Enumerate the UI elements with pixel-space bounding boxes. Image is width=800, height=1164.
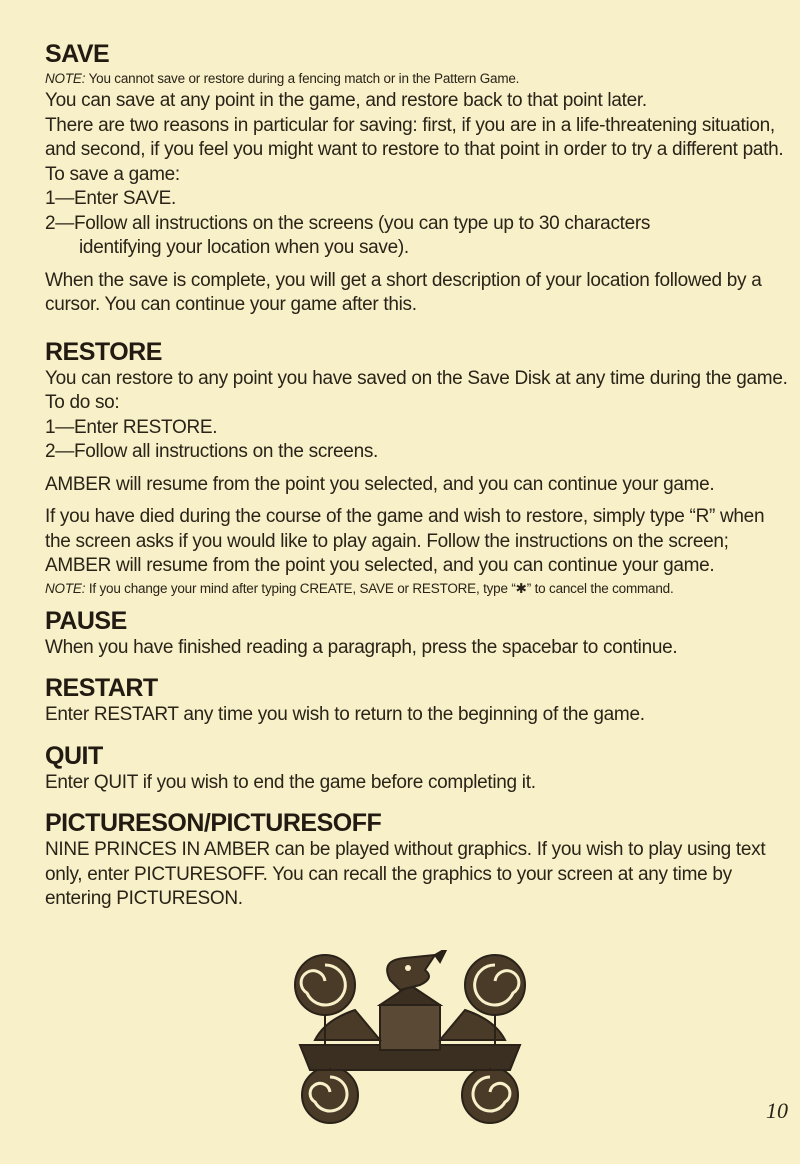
save-paragraph-3: When the save is complete, you will get a short description of your location followed by a cursor. You can continue your game after this. [45,269,762,315]
restart-heading: RESTART [45,674,158,702]
restore-step-2: 2—Follow all instructions on the screens. [45,441,379,462]
save-heading: SAVE [45,40,110,68]
restore-heading: RESTORE [45,337,162,366]
restart-paragraph: Enter RESTART any time you wish to return to the beginning of the game. [45,704,645,725]
restore-paragraph-3: If you have died during the course of the game and wish to restore, simply type “R” when the screen asks if you would like to play again. Follow the instructions on the screen; AMBER will resume from the point you selected, and you can continue your game. [45,506,765,576]
restore-note-label: NOTE: [45,580,86,596]
page-number: 10 [766,1098,788,1123]
ornament-illustration [285,950,535,1130]
save-step-1: 1—Enter SAVE. [45,188,176,209]
pictures-heading: PICTURESON/PICTURESOFF [45,809,382,837]
save-note-text: You cannot save or restore during a fencing match or in the Pattern Game. [85,71,520,86]
pause-heading: PAUSE [45,606,127,635]
restore-note-text: If you change your mind after typing CREATE, SAVE or RESTORE, type “✱” to cancel the command. [85,580,674,596]
manual-page [45,40,790,912]
quit-paragraph: Enter QUIT if you wish to end the game before completing it. [45,771,536,793]
restore-step-1: 1—Enter RESTORE. [45,416,218,438]
pictures-paragraph: NINE PRINCES IN AMBER can be played without graphics. If you wish to play using text only, enter PICTURESOFF. You can recall the graphics to your screen at any time by entering PICTURESON. [45,839,766,909]
restore-paragraph-1: You can restore to any point you have saved on the Save Disk at any time during the game. To do so: [45,367,788,413]
save-paragraph-2: There are two reasons in particular for saving: first, if you are in a life-threatening situation, and second, if you feel you might want to restore to that point in order to try a different path. To save a game: [45,114,784,185]
pause-paragraph: When you have finished reading a paragraph, press the spacebar to continue. [45,636,678,658]
save-step-2-continued: identifying your location when you save). [79,237,409,258]
save-paragraph-1: You can save at any point in the game, and restore back to that point later. [45,90,647,111]
save-step-2: 2—Follow all instructions on the screens (you can type up to 30 characters [45,212,651,234]
save-note-label: NOTE: [45,71,86,86]
restore-note [45,579,790,599]
quit-heading: QUIT [45,741,103,770]
save-note [45,69,790,89]
restore-paragraph-2: AMBER will resume from the point you selected, and you can continue your game. [45,473,715,495]
